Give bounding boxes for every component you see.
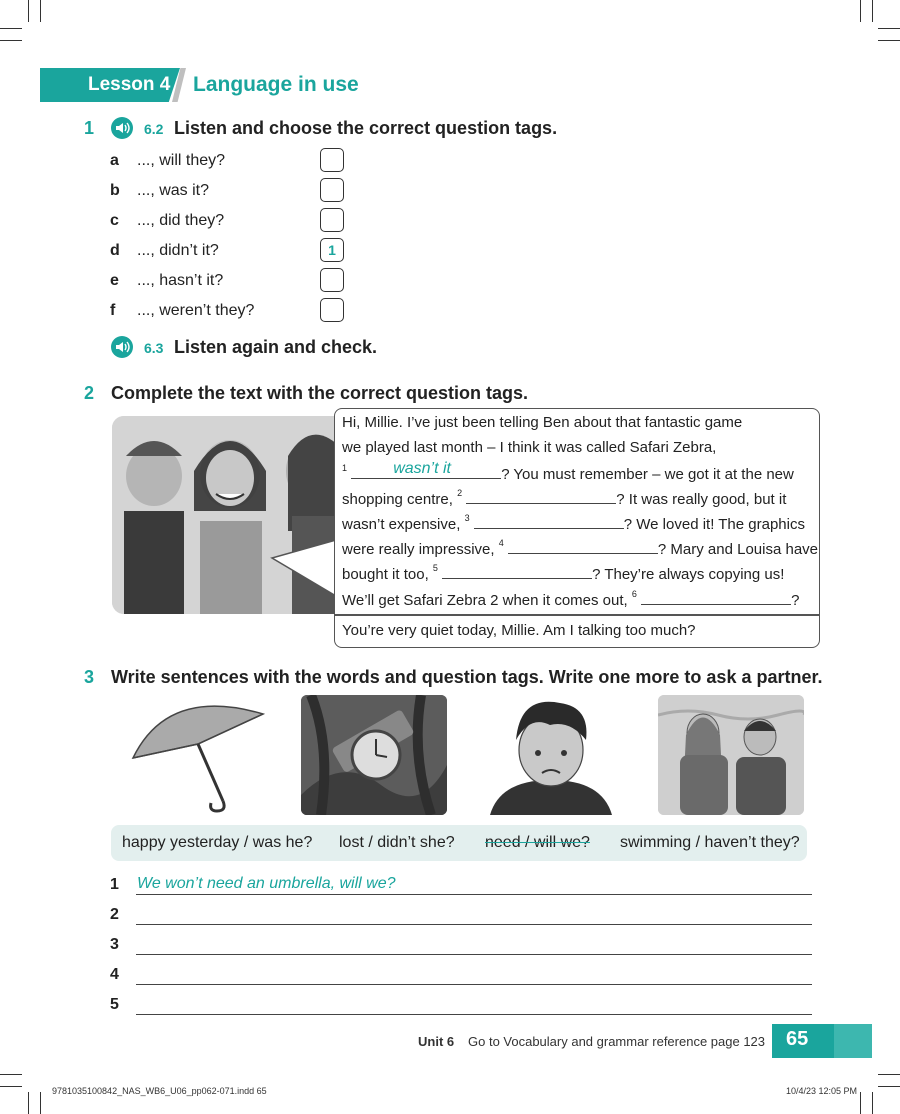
item-letter: f xyxy=(110,302,116,319)
item-text: ..., will they? xyxy=(137,152,226,169)
exercise-number: 1 xyxy=(84,118,95,138)
answer-line[interactable] xyxy=(136,954,812,955)
gap-number: 5 xyxy=(432,563,438,573)
crop-mark xyxy=(0,1074,22,1075)
reference-note: Go to Vocabulary and grammar reference page 123 xyxy=(468,1034,766,1049)
lesson-title: Language in use xyxy=(193,73,359,96)
exercise-title: Listen and choose the correct question tags. xyxy=(174,118,558,138)
crop-mark xyxy=(40,1092,41,1114)
bubble-divider xyxy=(334,614,820,616)
watch-illustration xyxy=(301,695,447,815)
exercise-number: 2 xyxy=(84,383,95,403)
sad-boy-illustration xyxy=(490,695,612,815)
prompt-item-used: need / will we? xyxy=(485,834,590,851)
audio-icon[interactable] xyxy=(111,336,133,358)
item-letter: c xyxy=(110,212,119,229)
line-number: 2 xyxy=(110,906,119,923)
text-span: We’ll get Safari Zebra 2 when it comes out, xyxy=(342,592,628,609)
item-letter: d xyxy=(110,242,120,259)
crop-mark xyxy=(0,40,22,41)
gap-1-answer: wasn’t it xyxy=(393,460,451,477)
text-line xyxy=(342,513,805,533)
text-span: ? You must remember – we got it at the new xyxy=(501,466,794,483)
text-line xyxy=(342,538,818,558)
text-span: ? We loved it! The graphics xyxy=(623,516,805,533)
text-line xyxy=(342,563,784,583)
crop-mark xyxy=(28,0,29,22)
gap-5[interactable] xyxy=(442,563,592,579)
prompt-item: lost / didn’t she? xyxy=(339,834,455,851)
line-number: 3 xyxy=(110,936,119,953)
item-text: ..., weren’t they? xyxy=(137,302,255,319)
page-number-stripe xyxy=(834,1024,872,1058)
prompt-item: happy yesterday / was he? xyxy=(122,834,313,851)
item-text: ..., didn’t it? xyxy=(137,242,219,259)
answer-line[interactable] xyxy=(136,924,812,925)
crop-mark xyxy=(860,1092,861,1114)
text-span: shopping centre, xyxy=(342,491,453,508)
crop-mark xyxy=(0,28,22,29)
gap-number: 6 xyxy=(631,589,637,599)
gap-3[interactable] xyxy=(474,513,624,529)
crop-mark xyxy=(872,0,873,22)
text-span: ? They’re always copying us! xyxy=(592,566,785,583)
item-text: ..., was it? xyxy=(137,182,210,199)
umbrella-illustration xyxy=(128,696,268,814)
gap-number: 3 xyxy=(464,513,470,523)
crop-mark xyxy=(872,1092,873,1114)
text-span: bought it too, xyxy=(342,566,429,583)
text-line: we played last month – I think it was called Safari Zebra, xyxy=(342,439,717,456)
track-number: 6.3 xyxy=(144,340,164,356)
unit-label: Unit 6 xyxy=(418,1034,455,1049)
crop-mark xyxy=(878,1086,900,1087)
text-line xyxy=(342,488,786,508)
text-line: You’re very quiet today, Millie. Am I talking too much? xyxy=(342,622,696,639)
text-span: ? Mary and Louisa have xyxy=(657,541,819,558)
text-span: were really impressive, xyxy=(342,541,495,558)
text-span: wasn’t expensive, xyxy=(342,516,461,533)
lesson-label: Lesson 4 xyxy=(88,74,171,95)
audio-icon[interactable] xyxy=(111,117,133,139)
line-number: 1 xyxy=(110,876,119,893)
crop-mark xyxy=(860,0,861,22)
exercise-subtitle: Listen again and check. xyxy=(174,337,378,357)
exercise-title: Complete the text with the correct question tags. xyxy=(111,383,529,403)
crop-mark xyxy=(878,40,900,41)
crop-mark xyxy=(878,1074,900,1075)
exercise-number: 3 xyxy=(84,667,95,687)
line-number: 4 xyxy=(110,966,119,983)
gap-2[interactable] xyxy=(466,488,616,504)
answer-text: We won’t need an umbrella, will we? xyxy=(137,875,396,892)
text-line xyxy=(342,589,799,609)
gap-1[interactable] xyxy=(351,460,501,479)
gap-number: 4 xyxy=(498,538,504,548)
gap-6[interactable] xyxy=(641,589,791,605)
line-number: 5 xyxy=(110,996,119,1013)
crop-mark xyxy=(40,0,41,22)
answer-box[interactable] xyxy=(320,268,344,292)
crop-mark xyxy=(878,28,900,29)
answer-line[interactable] xyxy=(136,1014,812,1015)
answer-box[interactable] xyxy=(320,178,344,202)
crop-mark xyxy=(0,1086,22,1087)
answer-line[interactable] xyxy=(136,984,812,985)
swimmers-illustration xyxy=(658,695,804,815)
item-text: ..., hasn’t it? xyxy=(137,272,224,289)
item-letter: a xyxy=(110,152,119,169)
item-letter: e xyxy=(110,272,119,289)
text-line xyxy=(342,460,794,483)
crop-mark xyxy=(28,1092,29,1114)
answer-box[interactable] xyxy=(320,298,344,322)
page-number: 65 xyxy=(786,1028,809,1050)
track-number: 6.2 xyxy=(144,121,164,137)
text-span: ? xyxy=(791,592,800,609)
item-letter: b xyxy=(110,182,120,199)
text-span: ? It was really good, but it xyxy=(616,491,787,508)
slug-filename: 9781035100842_NAS_WB6_U06_pp062-071.indd 65 xyxy=(52,1086,267,1096)
answer-box[interactable] xyxy=(320,148,344,172)
answer-box[interactable]: 1 xyxy=(320,238,344,262)
exercise-title: Write sentences with the words and question tags. Write one more to ask a partner. xyxy=(111,667,823,687)
text-line: Hi, Millie. I’ve just been telling Ben about that fantastic game xyxy=(342,414,743,431)
gap-number: 2 xyxy=(457,488,463,498)
answer-line[interactable] xyxy=(136,894,812,895)
prompt-item: swimming / haven’t they? xyxy=(620,834,800,851)
speech-pointer xyxy=(270,540,340,600)
gap-4[interactable] xyxy=(508,538,658,554)
answer-box[interactable] xyxy=(320,208,344,232)
gap-number: 1 xyxy=(342,463,348,473)
item-text: ..., did they? xyxy=(137,212,225,229)
slug-date: 10/4/23 12:05 PM xyxy=(786,1086,858,1096)
